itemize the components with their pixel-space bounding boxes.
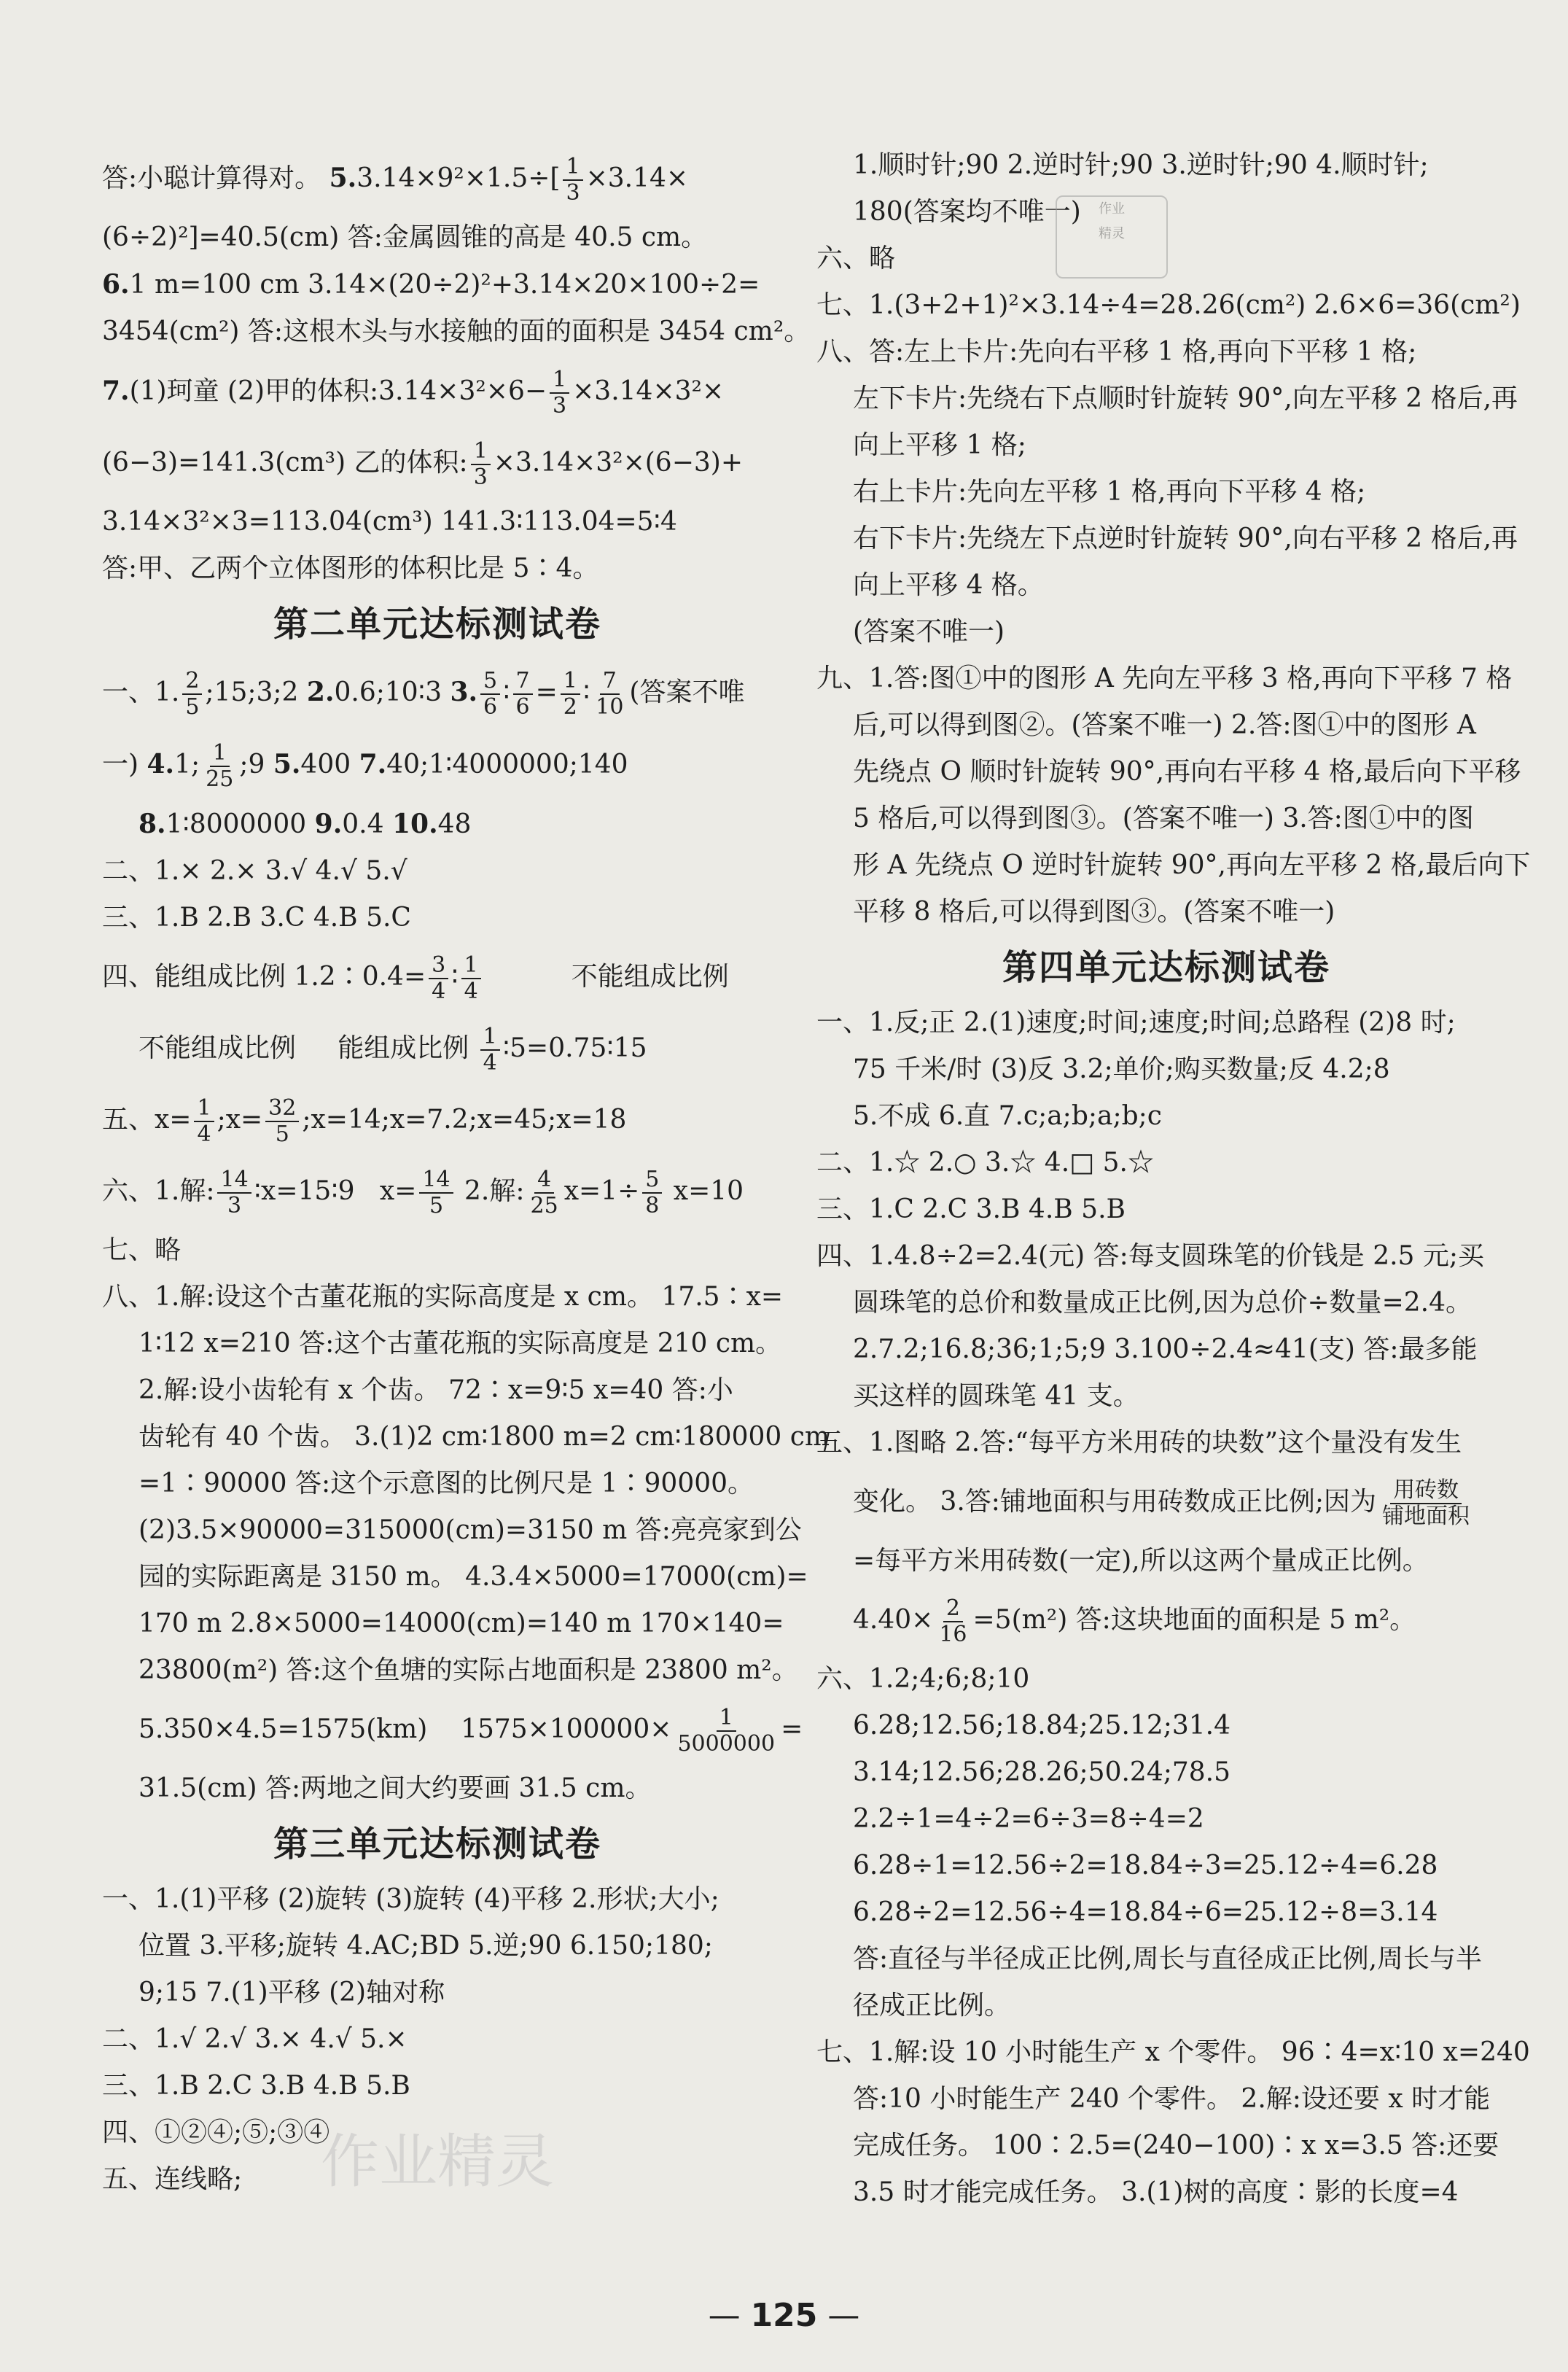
text: = bbox=[535, 677, 558, 707]
fraction: 用砖数 铺地面积 bbox=[1382, 1477, 1470, 1529]
answer-line: 平移 8 格后,可以得到图③。(答案不唯一) bbox=[853, 897, 1335, 927]
answer-line bbox=[816, 1584, 1516, 1656]
text: 8. bbox=[139, 809, 166, 839]
answer-line: 形 A 先绕点 O 逆时针旋转 90°,再向左平移 2 格,最后向下 bbox=[853, 850, 1531, 880]
answer-line: 2.2÷1=4÷2=6÷3=8÷4=2 bbox=[853, 1804, 1204, 1834]
answer-line: (2)3.5×90000=315000(cm)=3150 m 答:亮亮家到公 bbox=[139, 1515, 802, 1545]
answer-line bbox=[102, 1156, 773, 1227]
fraction: $\frac{1}{3}$ bbox=[563, 155, 582, 206]
text: 4. bbox=[147, 749, 175, 779]
watermark: 作业精灵 bbox=[321, 2128, 554, 2196]
answer-line: 六、1.2;4;6;8;10 bbox=[816, 1664, 1030, 1694]
answer-line: 二、1.☆ 2.○ 3.☆ 4.□ 5.☆ bbox=[816, 1148, 1154, 1178]
text: ∶ bbox=[451, 962, 459, 992]
answer-line bbox=[102, 656, 773, 728]
text: ∶5=0.75∶15 bbox=[502, 1033, 647, 1063]
answer-line: 答:直径与半径成正比例,周长与直径成正比例,周长与半 bbox=[853, 1944, 1483, 1974]
text: (6−3)=141.3(cm³) 乙的体积: bbox=[102, 448, 468, 478]
answer-line: 向上平移 4 格。 bbox=[853, 570, 1044, 600]
text: 3.14×3²×3=113.04(cm³) 141.3∶113.04=5∶4 bbox=[102, 507, 677, 537]
text: 不能组成比例 能组成比例 bbox=[139, 1033, 469, 1063]
answer-line: 圆珠笔的总价和数量成正比例,因为总价÷数量=2.4。 bbox=[853, 1288, 1473, 1318]
answer-line bbox=[102, 941, 773, 1013]
section-heading: 第三单元达标测试卷 bbox=[273, 1824, 601, 1864]
answer-line bbox=[102, 1013, 773, 1084]
text: 5. bbox=[329, 163, 357, 193]
text: 一) bbox=[102, 750, 139, 779]
text: 5. bbox=[273, 749, 301, 779]
fraction: $\frac{1}{25}$ bbox=[206, 740, 234, 792]
text: 四、能组成比例 1.2∶0.4= bbox=[102, 962, 426, 992]
fraction: $\frac{1}{3}$ bbox=[550, 368, 569, 419]
text: 7. bbox=[102, 376, 130, 406]
text: (1)珂童 (2)甲的体积:3.14×3²×6− bbox=[129, 376, 547, 406]
text: 6. bbox=[102, 269, 130, 300]
answer-line: 三、1.B 2.C 3.B 4.B 5.B bbox=[102, 2071, 410, 2101]
text: ∶ bbox=[582, 677, 590, 707]
answer-line: =每平方米用砖数(一定),所以这两个量成正比例。 bbox=[853, 1546, 1429, 1576]
text: = bbox=[781, 1714, 803, 1744]
answer-line bbox=[102, 142, 773, 214]
text: ×3.14×3²× bbox=[572, 376, 725, 406]
fraction: $\frac{7}{6}$ bbox=[513, 669, 533, 720]
text: 48 bbox=[437, 809, 472, 839]
answer-line: 四、1.4.8÷2=2.4(元) 答:每支圆珠笔的价钱是 2.5 元;买 bbox=[816, 1241, 1485, 1271]
fraction: $\frac{2}{16}$ bbox=[939, 1595, 967, 1647]
answer-line: 3.5 时才能完成任务。 3.(1)树的高度∶影的长度=4 bbox=[853, 2177, 1459, 2207]
answer-line: 七、1.解:设 10 小时能生产 x 个零件。 96∶4=x∶10 x=240 bbox=[816, 2037, 1530, 2067]
answer-line: (答案不唯一) bbox=[853, 617, 1005, 647]
text: 3.14×9²×1.5÷[ bbox=[356, 163, 561, 193]
fraction: $\frac{5}{8}$ bbox=[642, 1167, 662, 1218]
answer-line bbox=[102, 499, 773, 545]
text: (6÷2)²]=40.5(cm) 答:金属圆锥的高是 40.5 cm。 bbox=[102, 222, 708, 252]
answer-line: 6.28÷1=12.56÷2=18.84÷3=25.12÷4=6.28 bbox=[853, 1851, 1438, 1881]
fraction: $\frac{3}{4}$ bbox=[429, 953, 448, 1004]
answer-line: 3.14;12.56;28.26;50.24;78.5 bbox=[853, 1757, 1231, 1787]
answer-line: 5 格后,可以得到图③。(答案不唯一) 3.答:图①中的图 bbox=[853, 804, 1474, 833]
text: 9. bbox=[314, 809, 343, 839]
answer-line: 左下卡片:先绕右下点顺时针旋转 90°,向左平移 2 格后,再 bbox=[853, 384, 1518, 413]
text: ∶x=15∶9 x= bbox=[254, 1176, 417, 1206]
answer-line: 右下卡片:先绕左下点逆时针旋转 90°,向右平移 2 格后,再 bbox=[853, 524, 1518, 553]
fraction: $\frac{32}{5}$ bbox=[265, 1096, 299, 1147]
text: 变化。 3.答:铺地面积与用砖数成正比例;因为 bbox=[853, 1487, 1377, 1517]
text: ×3.14×3²×(6−3)+ bbox=[493, 448, 743, 478]
answer-line: 后,可以得到图②。(答案不唯一) 2.答:图①中的图形 A bbox=[853, 710, 1476, 740]
text: 1∶8000000 bbox=[165, 809, 307, 839]
answer-line: 齿轮有 40 个齿。 3.(1)2 cm∶1800 m=2 cm∶180000 cm bbox=[139, 1422, 830, 1452]
answer-line: 径成正比例。 bbox=[853, 1991, 1011, 2021]
answer-line: =1∶90000 答:这个示意图的比例尺是 1∶90000。 bbox=[139, 1469, 754, 1498]
answer-line bbox=[102, 427, 773, 499]
text: 精灵 bbox=[1099, 226, 1125, 241]
text: 400 bbox=[300, 750, 351, 779]
fraction: $\frac{4}{25}$ bbox=[530, 1167, 558, 1218]
answer-line bbox=[102, 801, 773, 848]
fraction: $\frac{1}{4}$ bbox=[480, 1024, 500, 1076]
answer-line bbox=[102, 355, 773, 427]
text: 0.4 bbox=[342, 809, 384, 839]
answer-line: 170 m 2.8×5000=14000(cm)=140 m 170×140= bbox=[139, 1609, 784, 1638]
text: ;15;3;2 bbox=[205, 677, 299, 707]
text: ×3.14× bbox=[585, 163, 689, 193]
answer-line: 6.28÷2=12.56÷4=18.84÷6=25.12÷8=3.14 bbox=[853, 1897, 1438, 1927]
section-heading: 第二单元达标测试卷 bbox=[273, 604, 601, 645]
answer-line bbox=[102, 728, 773, 801]
dash: — bbox=[708, 2297, 741, 2334]
answer-line: 三、1.B 2.B 3.C 4.B 5.C bbox=[102, 903, 411, 933]
section-heading: 第四单元达标测试卷 bbox=[1002, 947, 1330, 988]
answer-line: 完成任务。 100∶2.5=(240−100)∶x x=3.5 答:还要 bbox=[853, 2131, 1499, 2161]
text: 2. bbox=[306, 677, 335, 707]
text: 五、x= bbox=[102, 1105, 192, 1135]
answer-line: 九、1.答:图①中的图形 A 先向左平移 3 格,再向下平移 7 格 bbox=[816, 664, 1513, 693]
answer-line: 向上平移 1 格; bbox=[853, 430, 1026, 460]
answer-line: 五、1.图略 2.答:“每平方米用砖的块数”这个量没有发生 bbox=[816, 1428, 1462, 1458]
text: ∶ bbox=[503, 677, 510, 707]
dash: — bbox=[827, 2297, 860, 2334]
answer-line bbox=[102, 261, 773, 308]
text: 0.6;10∶3 bbox=[334, 677, 442, 707]
answer-line: 23800(m²) 答:这个鱼塘的实际占地面积是 23800 m²。 bbox=[139, 1655, 798, 1685]
fraction: $\frac{14}{3}$ bbox=[217, 1167, 251, 1218]
answer-line: 6.28;12.56;18.84;25.12;31.4 bbox=[853, 1711, 1231, 1741]
answer-line: 三、1.C 2.C 3.B 4.B 5.B bbox=[816, 1194, 1126, 1224]
answer-line: 一、1.(1)平移 (2)旋转 (3)旋转 (4)平移 2.形状;大小; bbox=[102, 1884, 719, 1914]
fraction: $\frac{1}{4}$ bbox=[461, 953, 481, 1004]
text: ;x=14;x=7.2;x=45;x=18 bbox=[302, 1105, 627, 1135]
fraction: $\frac{14}{5}$ bbox=[419, 1167, 453, 1218]
fraction: $\frac{1}{5000000}$ bbox=[677, 1705, 776, 1757]
answer-line: 买这样的圆珠笔 41 支。 bbox=[853, 1381, 1139, 1411]
answer-line: 八、答:左上卡片:先向右平移 1 格,再向下平移 1 格; bbox=[816, 337, 1417, 367]
text: 40;1∶4000000;140 bbox=[386, 750, 628, 779]
right-column bbox=[816, 142, 1531, 2216]
answer-line: 2.7.2;16.8;36;1;5;9 3.100÷2.4≈41(支) 答:最多能 bbox=[853, 1334, 1478, 1364]
text: 1 m=100 cm 3.14×(20÷2)²+3.14×20×100÷2= bbox=[129, 270, 760, 300]
answer-line: 2.解:设小齿轮有 x 个齿。 72∶x=9∶5 x=40 答:小 bbox=[139, 1375, 733, 1405]
answer-line: 180(答案均不唯一) bbox=[853, 197, 1081, 227]
text: 一、1. bbox=[102, 677, 180, 707]
answer-line bbox=[816, 1466, 1516, 1538]
answer-line: 七、1.(3+2+1)²×3.14÷4=28.26(cm²) 2.6×6=36(cm²) bbox=[816, 290, 1521, 320]
answer-line bbox=[102, 308, 811, 355]
answer-line: 9;15 7.(1)平移 (2)轴对称 bbox=[139, 1978, 445, 2007]
answer-line: 八、1.解:设这个古董花瓶的实际高度是 x cm。 17.5∶x= bbox=[102, 1282, 784, 1312]
answer-line: 四、①②④;⑤;③④ bbox=[102, 2118, 330, 2147]
fraction: $\frac{7}{10}$ bbox=[596, 668, 624, 720]
left-column bbox=[102, 142, 830, 2203]
fraction: $\frac{1}{4}$ bbox=[194, 1096, 214, 1147]
answer-line: 5.不成 6.直 7.c;a;b;a;b;c bbox=[853, 1101, 1162, 1131]
text: ;x= bbox=[217, 1105, 263, 1135]
text: 125 bbox=[750, 2297, 818, 2334]
answer-line: 一、1.反;正 2.(1)速度;时间;速度;时间;总路程 (2)8 时; bbox=[816, 1008, 1456, 1038]
answer-line: 右上卡片:先向左平移 1 格,再向下平移 4 格; bbox=[853, 477, 1366, 507]
text: 作业 bbox=[1099, 201, 1125, 217]
answer-line: 五、连线略; bbox=[102, 2164, 243, 2194]
fraction: $\frac{5}{6}$ bbox=[480, 669, 500, 720]
text: 答:甲、乙两个立体图形的体积比是 5∶4。 bbox=[102, 553, 599, 583]
answer-line: 先绕点 O 顺时针旋转 90°,再向右平移 4 格,最后向下平移 bbox=[853, 757, 1521, 787]
text: 3. bbox=[450, 677, 478, 707]
fraction: $\frac{1}{3}$ bbox=[471, 439, 491, 490]
text: 10. bbox=[391, 809, 438, 839]
answer-line bbox=[102, 1084, 773, 1156]
text: x=10 bbox=[673, 1176, 744, 1206]
answer-line: 园的实际距离是 3150 m。 4.3.4×5000=17000(cm)= bbox=[139, 1562, 808, 1592]
answer-line: 1∶12 x=210 答:这个古董花瓶的实际高度是 210 cm。 bbox=[139, 1329, 782, 1358]
answer-line: 七、略 bbox=[102, 1235, 182, 1265]
answer-line bbox=[102, 1694, 803, 1765]
answer-line: 二、1.× 2.× 3.√ 4.√ 5.√ bbox=[102, 856, 407, 886]
text: 1; bbox=[174, 750, 200, 779]
text: 六、1.解: bbox=[102, 1176, 215, 1206]
fraction: $\frac{2}{5}$ bbox=[182, 669, 202, 720]
text: 2.解: bbox=[464, 1176, 525, 1206]
answer-line: 答:10 小时能生产 240 个零件。 2.解:设还要 x 时才能 bbox=[853, 2084, 1491, 2114]
answer-line: 31.5(cm) 答:两地之间大约要画 31.5 cm。 bbox=[139, 1773, 652, 1803]
answer-line: 六、略 bbox=[816, 244, 896, 273]
text: (答案不唯 bbox=[629, 677, 745, 707]
text: 4.40× bbox=[853, 1605, 934, 1635]
answer-line: 位置 3.平移;旋转 4.AC;BD 5.逆;90 6.150;180; bbox=[139, 1931, 713, 1961]
answer-line: 75 千米/时 (3)反 3.2;单价;购买数量;反 4.2;8 bbox=[853, 1054, 1390, 1084]
page-number bbox=[0, 2297, 1568, 2334]
answer-line bbox=[102, 545, 773, 592]
stamp-logo bbox=[1056, 195, 1168, 279]
answer-line: 二、1.√ 2.√ 3.× 4.√ 5.× bbox=[102, 2024, 407, 2054]
text: x=1÷ bbox=[563, 1176, 640, 1206]
text: 7. bbox=[359, 749, 387, 779]
fraction: $\frac{1}{2}$ bbox=[561, 669, 580, 720]
text: 5.350×4.5=1575(km) 1575×100000× bbox=[139, 1714, 672, 1744]
text: 3454(cm²) 答:这根木头与水接触的面的面积是 3454 cm²。 bbox=[102, 316, 811, 346]
answer-line bbox=[102, 214, 773, 261]
answer-line: 1.顺时针;90 2.逆时针;90 3.逆时针;90 4.顺时针; bbox=[853, 150, 1429, 180]
text: 不能组成比例 bbox=[571, 962, 729, 992]
text: 答:小聪计算得对。 bbox=[102, 163, 321, 193]
text: ;9 bbox=[239, 750, 265, 779]
text: =5(m²) 答:这块地面的面积是 5 m²。 bbox=[972, 1605, 1416, 1635]
